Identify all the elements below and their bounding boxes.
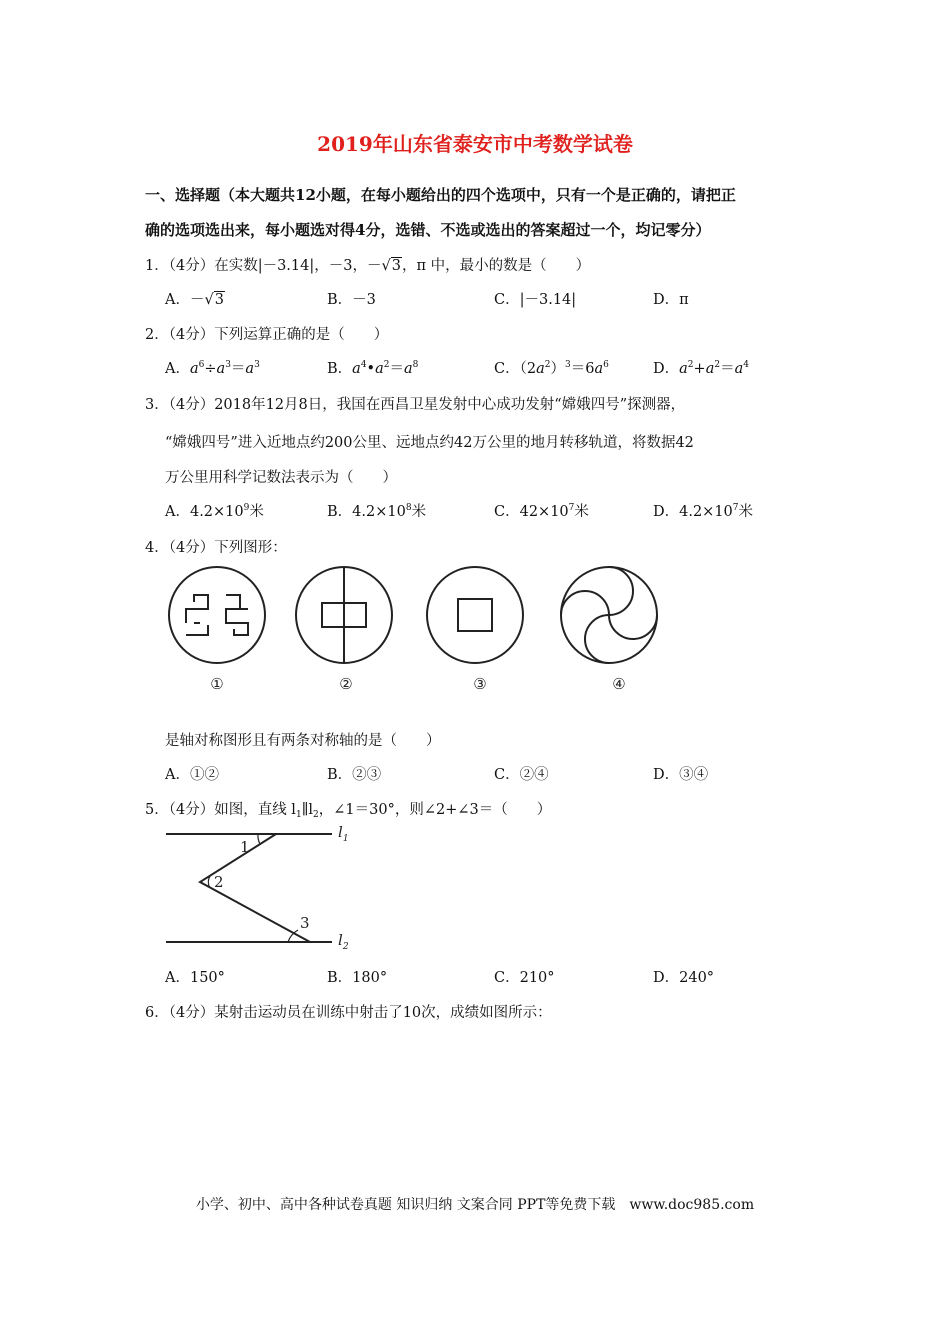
figure-1-circle-pattern xyxy=(169,567,265,663)
q2-option-d: D．$a^2+a^2=a^4$ xyxy=(653,360,749,377)
q4-figures xyxy=(160,565,700,700)
exam-title: 2019年山东省泰安市中考数学试卷 xyxy=(317,132,633,156)
question-3-line1: 3．（4分）2018年12月8日，我国在西昌卫星发射中心成功发射“嫦娥四号”探测器， xyxy=(145,397,686,413)
figure-label-1: ① xyxy=(210,675,224,693)
angle-3-label: 3 xyxy=(300,914,310,932)
question-4-subquestion: 是轴对称图形且有两条对称轴的是（ ） xyxy=(165,733,441,749)
q3-option-a: A．$4.2\times 10^9$米 xyxy=(165,503,264,520)
q4-option-d: D．③④ xyxy=(653,767,709,783)
angle-1-label: 1 xyxy=(240,838,250,856)
q3-option-b: B．$4.2\times 10^8$米 xyxy=(327,503,427,520)
q5-option-c: C．210° xyxy=(494,970,555,986)
q4-option-b: B．②③ xyxy=(327,767,382,783)
q5-option-a: A．150° xyxy=(165,970,225,986)
question-6-stem: 6．（4分）某射击运动员在训练中射击了10次，成绩如图所示： xyxy=(145,1005,552,1021)
line-l1-label: $l_1$ xyxy=(338,823,349,844)
figure-label-4: ④ xyxy=(612,675,626,693)
q3-option-c: C．$42\times 10^7$米 xyxy=(494,503,589,520)
question-3-line2: “嫦娥四号”进入近地点约200公里、远地点约42万公里的地月转移轨道，将数据42 xyxy=(165,435,694,451)
figure-label-3: ③ xyxy=(473,675,487,693)
q2-option-b: B．$a^4•a^2=a^8$ xyxy=(327,360,419,377)
question-2-stem: 2．（4分）下列运算正确的是（ ） xyxy=(145,327,389,343)
q2-option-a: A．$a^6\div a^3=a^3$ xyxy=(165,360,260,377)
q5-option-b: B．180° xyxy=(327,970,388,986)
section-header-line1: 一、选择题（本大题共12小题，在每小题给出的四个选项中，只有一个是正确的，请把正 xyxy=(145,186,736,204)
figure-4-circle-swirl xyxy=(561,567,657,663)
q1-option-b: B．－3 xyxy=(327,292,376,308)
q2-option-c: C．$(2a^2)^3=6a^6$ xyxy=(494,360,609,377)
question-1-stem: 1．（4分）在实数|－3.14|，－3，－√3，π 中，最小的数是（ ） xyxy=(145,258,591,274)
figure-2-circle-rectangle xyxy=(296,567,392,663)
q1-option-a: A．－√3 xyxy=(165,292,224,308)
figure-3-circle-square xyxy=(427,567,523,663)
sqrt-symbol: √3 xyxy=(381,258,401,274)
q5-parallel-lines-figure xyxy=(160,822,360,952)
question-3-line3: 万公里用科学记数法表示为（ ） xyxy=(165,470,397,486)
q1-option-d: D．π xyxy=(653,292,689,308)
q4-option-a: A．①② xyxy=(165,767,219,783)
angle-2-label: 2 xyxy=(214,873,224,891)
question-5-stem: 5．（4分）如图，直线 $l_1\parallel l_2$，∠1＝30°，则∠2+∠3＝（ ） xyxy=(145,802,552,820)
question-4-stem: 4．（4分）下列图形： xyxy=(145,540,287,556)
line-l2-label: $l_2$ xyxy=(338,931,349,952)
q1-option-c: C．|－3.14| xyxy=(494,292,577,308)
q5-option-d: D．240° xyxy=(653,970,715,986)
q3-option-d: D．$4.2\times 10^7$米 xyxy=(653,503,754,520)
q4-option-c: C．②④ xyxy=(494,767,549,783)
figure-label-2: ② xyxy=(339,675,353,693)
page-footer: 小学、初中、高中各种试卷真题 知识归纳 文案合同 PPT等免费下载 www.doc985.com xyxy=(195,1197,755,1213)
section-header-line2: 确的选项选出来，每小题选对得4分，选错、不选或选出的答案超过一个，均记零分） xyxy=(145,221,711,239)
